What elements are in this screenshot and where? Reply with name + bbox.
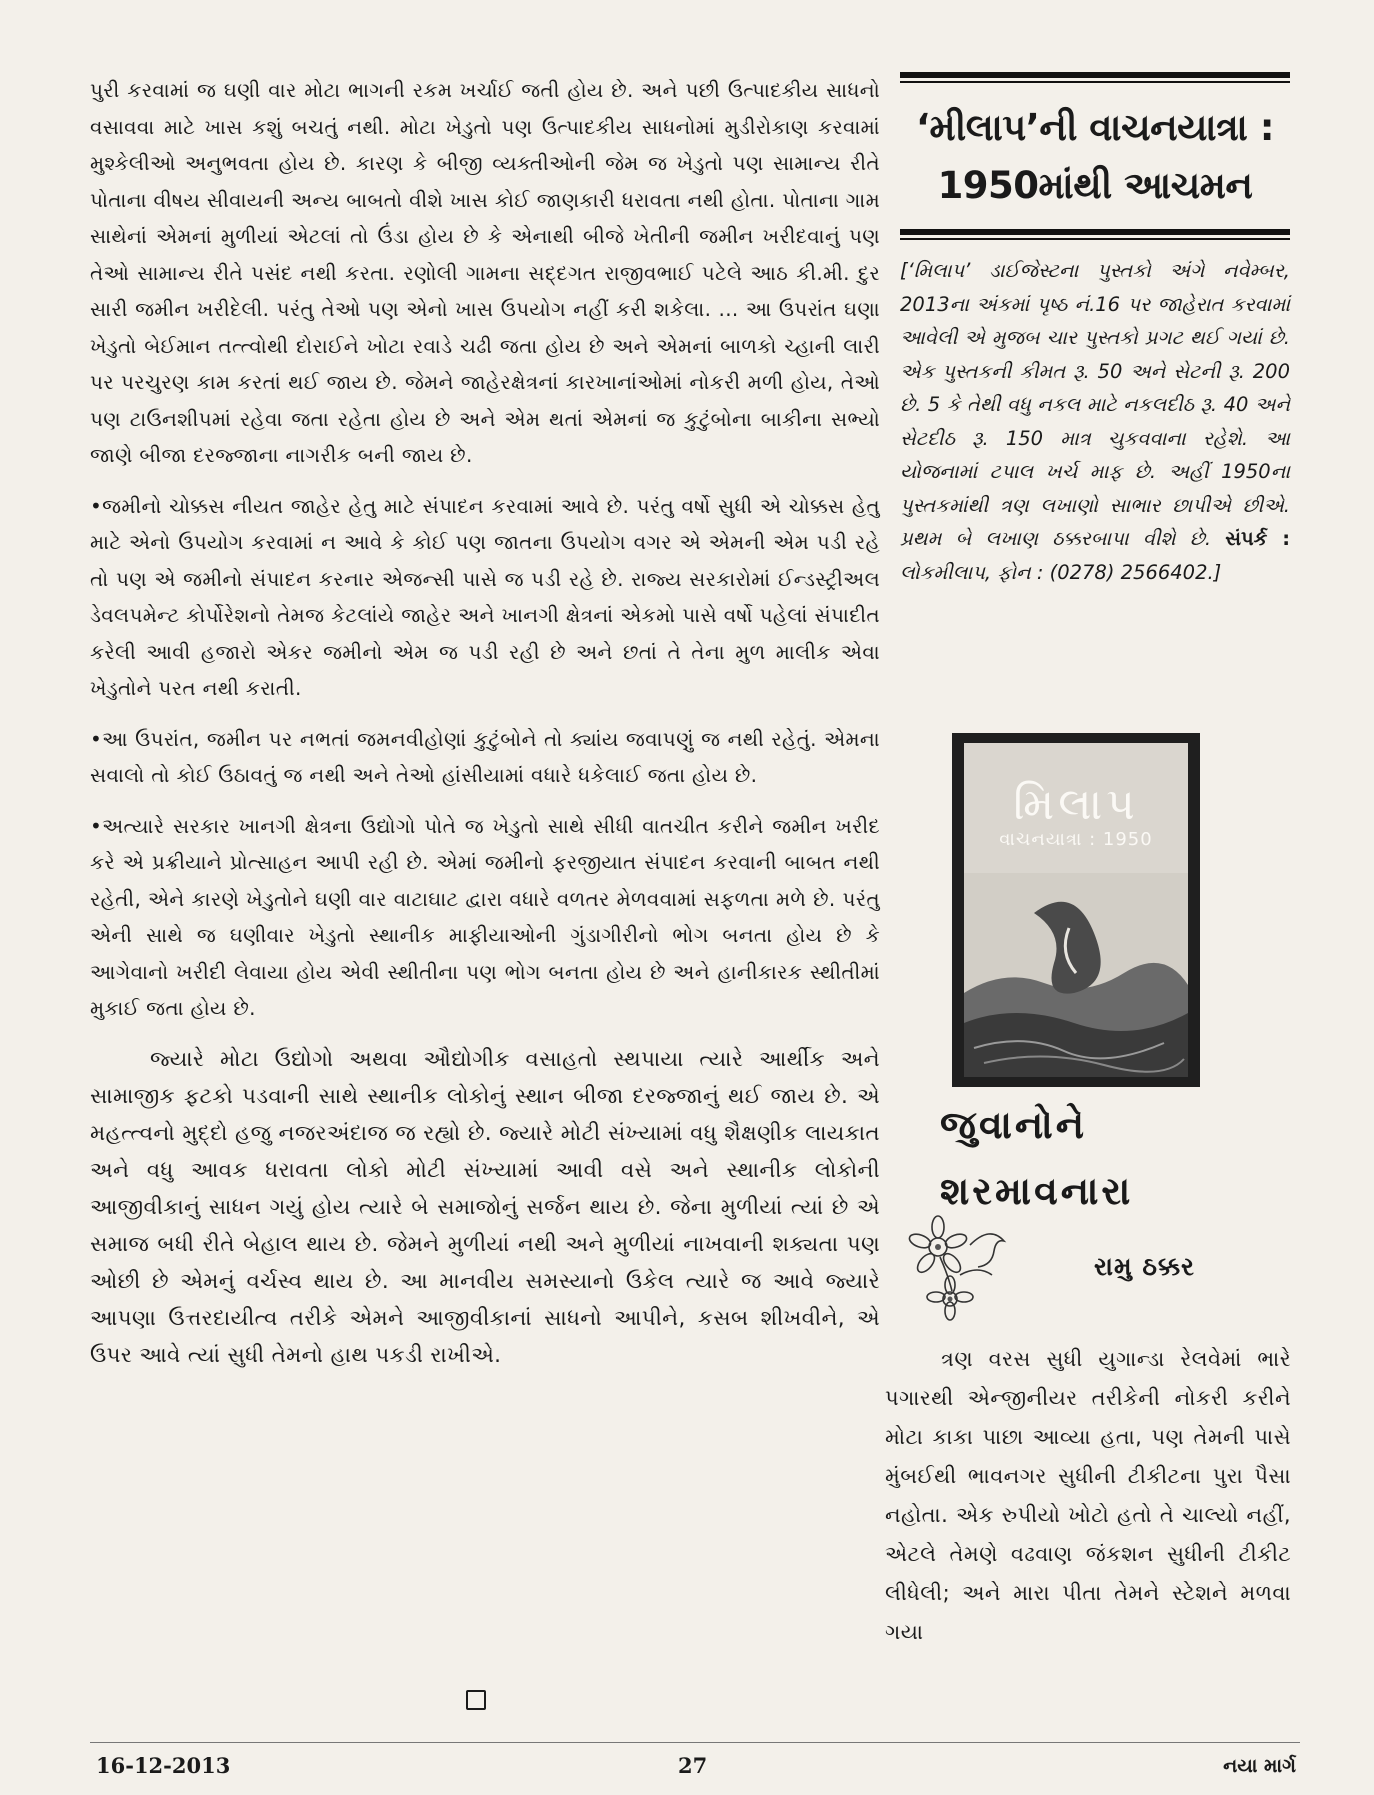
book-cover-illustration <box>964 873 1188 1077</box>
story-body <box>885 1340 1291 1652</box>
contact-text: લોકમીલાપ, ફોન : (0278) 2566402.] <box>900 560 1222 584</box>
page-number: 27 <box>678 1753 708 1778</box>
issue-date: 16-12-2013 <box>96 1753 231 1778</box>
story-paragraph: ત્રણ વરસ સુધી યુગાન્ડા રેલવેમાં ભારે પગારથી એન્જીનીયર તરીકેની નોકરી કરીને મોટા કાકા પાછા આવ્યા હતા, પણ તેમની પાસે મુંબઈથી ભાવનગર સુધીની ટીકીટના પુરા પૈસા નહોતા. એક રુપીયો ખોટો હતો તે ચાલ્યો નહીં, એટલે તેમણે વઢવાણ જંકશન સુધીની ટીકીટ લીધેલી; અને મારા પીતા તેમને સ્ટેશને મળવા ગયા <box>885 1347 1291 1644</box>
headline-line-2: 1950માંથી આચમન <box>937 164 1253 207</box>
magazine-name: નયા માર્ગ <box>1223 1755 1296 1777</box>
sidebar-headline <box>900 99 1290 215</box>
divider <box>900 81 1290 83</box>
book-cover <box>964 743 1188 1077</box>
note-text: [‘મિલાપ’ ડાઈજેસ્ટના પુસ્તકો અંગે નવેમ્બર, 2013ના અંકમાં પૃષ્ઠ નં.16 પર જાહેરાત કરવામાં આવેલી એ મુજબ ચાર પુસ્તકો પ્રગટ થઈ ગયાં છે. એક પુસ્તકની કીમત રૂ. 50 અને સેટની રૂ. 200 છે. 5 કે તેથી વધુ નકલ માટે નકલદીઠ રૂ. 40 અને સેટદીઠ રૂ. 150 માત્ર ચુકવવાના રહેશે. આ યોજનામાં ટપાલ ખર્ચ માફ છે. અહીં 1950ના પુસ્તકમાંથી ત્રણ લખાણો સાભાર છાપીએ છીએ. પ્રથમ બે લખાણ ઠક્કરબાપા વીશે છે. <box>900 259 1290 550</box>
sidebar-column <box>900 72 1290 589</box>
story-title-line-2: શરમાવનારા <box>940 1169 1134 1213</box>
story-author: રામુ ઠક્કર <box>1094 1252 1195 1281</box>
article-end-square-icon <box>466 1690 486 1710</box>
article-closing-paragraph: જ્યારે મોટા ઉદ્યોગો અથવા ઔદ્યોગીક વસાહતો સ્થપાયા ત્યારે આર્થીક અને સામાજીક ફટકો પડવાની સાથે સ્થાનીક લોકોનું સ્થાન બીજા દરજ્જાનું થઈ જાય છે. એ મહત્ત્વનો મુદ્દો હજુ નજરઅંદાજ જ રહ્યો છે. જ્યારે મોટી સંખ્યામાં વધુ શૈક્ષણીક લાયકાત અને વધુ આવક ધરાવતા લોકો મોટી સંખ્યામાં આવી વસે અને સ્થાનીક લોકોની આજીવીકાનું સાધન ગયું હોય ત્યારે બે સમાજોનું સર્જન થાય છે. જેના મુળીયાં ત્યાં છે એ સમાજ બધી રીતે બેહાલ થાય છે. જેમને મુળીયાં નથી અને મુળીયાં નાખવાની શક્યતા પણ ઓછી છે એમનું વર્ચસ્વ થાય છે. આ માનવીય સમસ્યાનો ઉકેલ ત્યારે જ આવે જ્યારે આપણા ઉત્તરદાયીત્વ તરીકે એમને આજીવીકાનાં સાધનો આપીને, કસબ શીખવીને, એ ઉપર આવે ત્યાં સુધી તેમનો હાથ પકડી રાખીએ. <box>90 1046 880 1368</box>
footer-divider <box>90 1742 1300 1743</box>
article-bullet: • અત્યારે સરકાર ખાનગી ક્ષેત્રના ઉદ્યોગો પોતે જ ખેડુતો સાથે સીધી વાતચીત કરીને જમીન ખરીદ કરે એ પ્રક્રીયાને પ્રોત્સાહન આપી રહી છે. એમાં જમીનો ફરજીયાત સંપાદન કરવાની બાબત નથી રહેતી, એને કારણે ખેડુતોને ઘણી વાર વાટાઘાટ દ્વારા વધારે વળતર મેળવવામાં સફળતા મળે છે. પરંતુ એની સાથે જ ઘણીવાર ખેડુતો સ્થાનીક માફીયાઓની ગુંડાગીરીનો ભોગ બનતા હોય છે કે આગેવાનો ખરીદી લેવાયા હોય એવી સ્થીતીના પણ ભોગ બનતા હોય છે અને હાનીકારક સ્થીતીમાં મુકાઈ જતા હોય છે. <box>90 808 880 1027</box>
book-title: મિલાપ <box>1013 779 1139 830</box>
article-bullet: • જમીનો ચોક્કસ નીયત જાહેર હેતુ માટે સંપાદન કરવામાં આવે છે. પરંતુ વર્ષો સુધી એ ચોક્કસ હેતુ માટે એનો ઉપયોગ કરવામાં ન આવે કે કોઈ પણ જાતના ઉપયોગ વગર એ એમની એમ પડી રહે તો પણ એ જમીનો સંપાદન કરનાર એજન્સી પાસે જ પડી રહે છે. રાજ્ય સરકારોમાં ઈન્ડસ્ટ્રીઅલ ડેવલપમેન્ટ કોર્પોરેશનો તેમજ કેટલાંયે જાહેર અને ખાનગી ક્ષેત્રનાં એકમો પાસે વર્ષો પહેલાં સંપાદીત કરેલી આવી હજારો એકર જમીનો એમ જ પડી રહી છે અને છતાં તે તેના મુળ માલીક એવા ખેડુતોને પરત નથી કરાતી. <box>90 488 880 707</box>
divider <box>900 72 1290 78</box>
divider <box>900 229 1290 235</box>
article-bullet: • આ ઉપરાંત, જમીન પર નભતાં જમનવીહોણાં કુટુંબોને તો ક્યાંય જવાપણું જ નથી રહેતું. એમના સવાલો તો કોઈ ઉઠાવતું જ નથી અને તેઓ હાંસીયામાં વધારે ધકેલાઈ જતા હોય છે. <box>90 721 880 794</box>
headline-line-1: ‘મીલાપ’ની વાચનયાત્રા : <box>915 106 1275 149</box>
divider <box>900 238 1290 240</box>
book-cover-image <box>952 733 1200 1087</box>
contact-label: સંપર્ક : <box>1225 527 1290 550</box>
story-title-line-1: જુવાનોને <box>940 1103 1088 1147</box>
book-subtitle: વાચનયાત્રા : 1950 <box>999 829 1153 850</box>
flower-ornament-icon <box>900 1205 1020 1325</box>
main-article-column <box>90 72 880 1388</box>
page-footer <box>0 1753 1374 1783</box>
book-announcement-note <box>900 254 1290 589</box>
article-paragraph: પુરી કરવામાં જ ઘણી વાર મોટા ભાગની રકમ ખર્ચાઈ જતી હોય છે. અને પછી ઉત્પાદકીય સાધનો વસાવવા માટે ખાસ કશું બચતું નથી. મોટા ખેડુતો પણ ઉત્પાદકીય સાધનોમાં મુડીરોકાણ કરવામાં મુશ્કેલીઓ અનુભવતા હોય છે. કારણ કે બીજી વ્યક્તીઓની જેમ જ ખેડુતો પણ સામાન્ય રીતે પોતાના વીષય સીવાયની અન્ય બાબતો વીશે ખાસ કોઈ જાણકારી ધરાવતા નથી હોતા. પોતાના ગામ સાથેનાં એમનાં મુળીયાં એટલાં તો ઉંડા હોય છે કે એનાથી બીજે ખેતીની જમીન ખરીદવાનું પણ તેઓ સામાન્ય રીતે પસંદ નથી કરતા. રણોલી ગામના સદ્દગત રાજીવભાઈ પટેલે આઠ કી.મી. દુર સારી જમીન ખરીદેલી. પરંતુ તેઓ પણ એનો ખાસ ઉપયોગ નહીં કરી શકેલા. ... આ ઉપરાંત ઘણા ખેડુતો બેઈમાન તત્ત્વોથી દોરાઈને ખોટા રવાડે ચઢી જતા હોય છે અને એમનાં બાળકો ચ્હાની લારી પર પરચુરણ કામ કરતાં થઈ જાય છે. જેમને જાહેરક્ષેત્રનાં કારખાનાંઓમાં નોકરી મળી હોય, તેઓ પણ ટાઉનશીપમાં રહેવા જતા રહેતા હોય છે અને એમ થતાં એમનાં જ કુટુંબોના બાકીના સભ્યો જાણે બીજા દરજ્જાના નાગરીક બની જાય છે. <box>90 78 880 467</box>
